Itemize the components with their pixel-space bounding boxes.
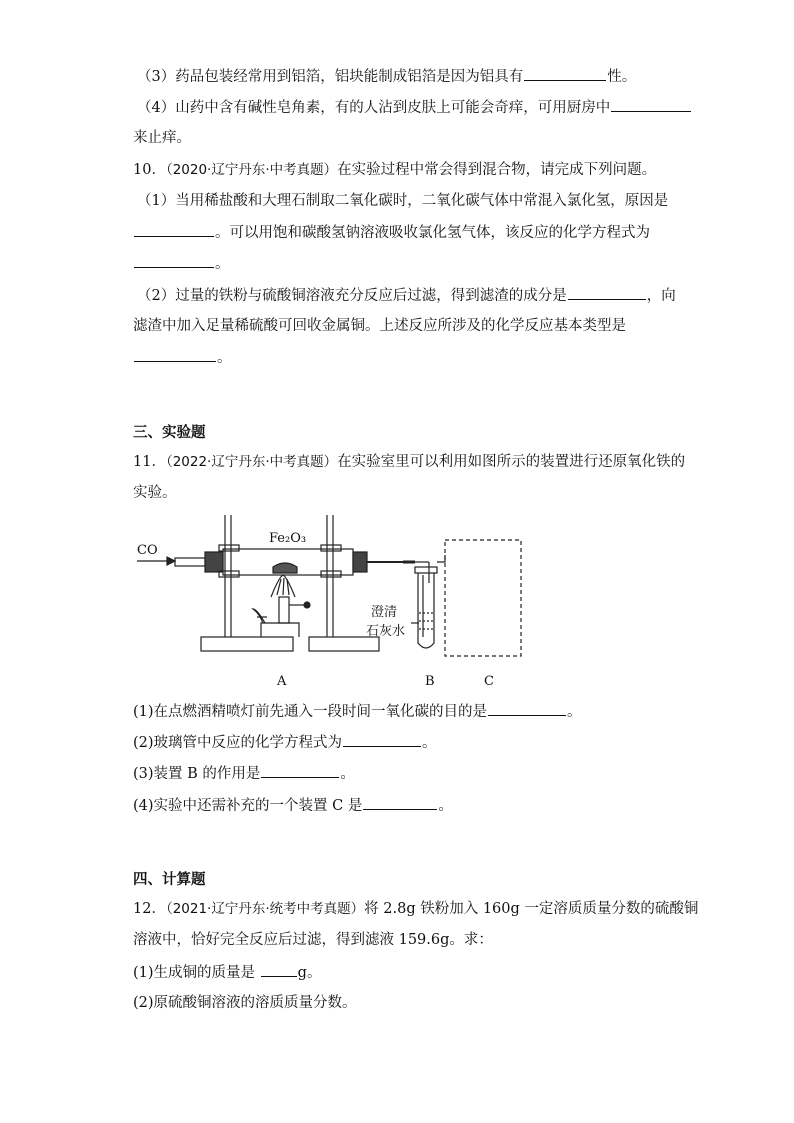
q9-part4-cont: 来止痒。 xyxy=(133,130,191,146)
limewater-label-1: 澄清 xyxy=(371,605,398,620)
stopper-right xyxy=(353,552,367,572)
spirit-lamp-neck xyxy=(279,597,289,623)
question-source: （2022·辽宁丹东·中考真题） xyxy=(165,454,338,470)
q11-sub4 xyxy=(133,795,453,816)
q11-stem-cont: 实验。 xyxy=(133,485,177,501)
q11-sub2-text: (2)玻璃管中反应的化学方程式为 xyxy=(133,735,343,751)
q11-sub1 xyxy=(133,701,582,722)
q12-stem xyxy=(133,899,698,919)
arrow-head-icon xyxy=(167,557,175,565)
q10-part2 xyxy=(137,285,676,306)
answer-blank[interactable] xyxy=(611,97,691,112)
question-text: 将 2.8g 铁粉加入 160g 一定溶质质量分数的硫酸铜 xyxy=(364,901,699,917)
answer-blank[interactable] xyxy=(134,253,214,268)
q11-sub1-text: (1)在点燃酒精喷灯前先通入一段时间一氧化碳的目的是 xyxy=(133,704,488,720)
test-tube-b xyxy=(418,573,434,648)
fe2o3-label: Fe₂O₃ xyxy=(269,531,307,546)
q11-sub3 xyxy=(133,763,355,784)
answer-blank[interactable] xyxy=(488,701,566,716)
stand-base-right xyxy=(309,637,379,651)
label-a: A xyxy=(277,674,287,689)
q11-stem xyxy=(133,452,685,472)
question-text: 在实验过程中常会得到混合物，请完成下列问题。 xyxy=(337,162,657,178)
question-source: （2020·辽宁丹东·中考真题） xyxy=(165,162,338,178)
q11-sub2-end: 。 xyxy=(422,735,437,751)
test-tube-stopper xyxy=(415,567,437,573)
q11-sub4-end: 。 xyxy=(438,798,453,814)
q10-part1-b-text: 。可以用饱和碳酸氢钠溶液吸收氯化氢气体，该反应的化学方程式为 xyxy=(215,225,650,241)
answer-blank[interactable] xyxy=(343,732,421,747)
q11-sub1-end: 。 xyxy=(567,704,582,720)
q9-part4-text: （4）山药中含有碱性皂角素，有的人沾到皮肤上可能会奇痒，可用厨房中 xyxy=(137,100,611,116)
question-text: 在实验室里可以利用如图所示的装置进行还原氧化铁的 xyxy=(337,454,686,470)
answer-blank[interactable] xyxy=(134,222,214,237)
limewater-label-2: 石灰水 xyxy=(366,624,406,639)
q10-part2-text: （2）过量的铁粉与硫酸铜溶液充分反应后过滤，得到滤渣的成分是 xyxy=(137,288,567,304)
q11-sub2 xyxy=(133,732,437,753)
q10-stem xyxy=(133,160,656,180)
label-c: C xyxy=(484,674,494,689)
question-number: 12． xyxy=(133,901,166,917)
question-number: 10． xyxy=(133,162,166,178)
q10-part2-b: 滤渣中加入足量稀硫酸可回收金属铜。上述反应所涉及的化学反应基本类型是 xyxy=(133,318,626,334)
q11-sub3-text: (3)装置 B 的作用是 xyxy=(133,766,261,782)
q12-sub1-text: (1)生成铜的质量是 xyxy=(133,965,256,981)
q10-part1-c-text: 。 xyxy=(215,256,230,272)
inlet-pipe xyxy=(175,558,205,566)
stand-base-left xyxy=(201,637,293,651)
section-heading-calculation: 四、计算题 xyxy=(133,872,206,888)
q12-sub1 xyxy=(133,962,321,983)
q9-part3-end: 性。 xyxy=(607,69,637,85)
answer-blank[interactable] xyxy=(524,66,606,81)
spirit-lamp-body xyxy=(261,623,299,637)
q11-sub4-text: (4)实验中还需补充的一个装置 C 是 xyxy=(133,798,363,814)
answer-blank[interactable] xyxy=(261,763,339,778)
clamp-right-top xyxy=(321,545,341,551)
answer-blank[interactable] xyxy=(568,285,646,300)
q10-part2-c-text: 。 xyxy=(217,350,232,366)
device-c-placeholder xyxy=(445,540,521,656)
fe2o3-powder xyxy=(273,563,297,573)
clamp-left-top xyxy=(219,545,239,551)
q9-part4 xyxy=(137,97,692,118)
q10-part1-b xyxy=(133,222,650,243)
answer-blank[interactable] xyxy=(363,795,437,810)
answer-blank[interactable] xyxy=(134,347,216,362)
q12-sub2: (2)原硫酸铜溶液的溶质质量分数。 xyxy=(133,995,357,1011)
q9-part3-text: （3）药品包装经常用到铝箔，铝块能制成铝箔是因为铝具有 xyxy=(137,69,524,85)
q12-stem-cont: 溶液中，恰好完全反应后过滤，得到滤液 159.6g。求： xyxy=(133,932,493,948)
question-number: 11． xyxy=(133,454,166,470)
apparatus-diagram xyxy=(133,505,533,695)
q10-part2-c xyxy=(133,347,232,368)
co-label: CO xyxy=(137,543,158,558)
q10-part1-c xyxy=(133,253,230,274)
section-heading-experiment: 三、实验题 xyxy=(133,425,206,441)
stopper-left xyxy=(205,552,223,572)
q12-sub1-end: g。 xyxy=(297,965,322,981)
answer-blank[interactable] xyxy=(261,962,297,977)
q10-part1: （1）当用稀盐酸和大理石制取二氧化碳时，二氧化碳气体中常混入氯化氢，原因是 xyxy=(137,193,669,209)
label-b: B xyxy=(425,674,435,689)
q9-part3 xyxy=(137,66,636,87)
q10-part2-end: ，向 xyxy=(646,288,676,304)
question-source: （2021·辽宁丹东·统考中考真题） xyxy=(165,901,365,917)
q11-sub3-end: 。 xyxy=(340,766,355,782)
